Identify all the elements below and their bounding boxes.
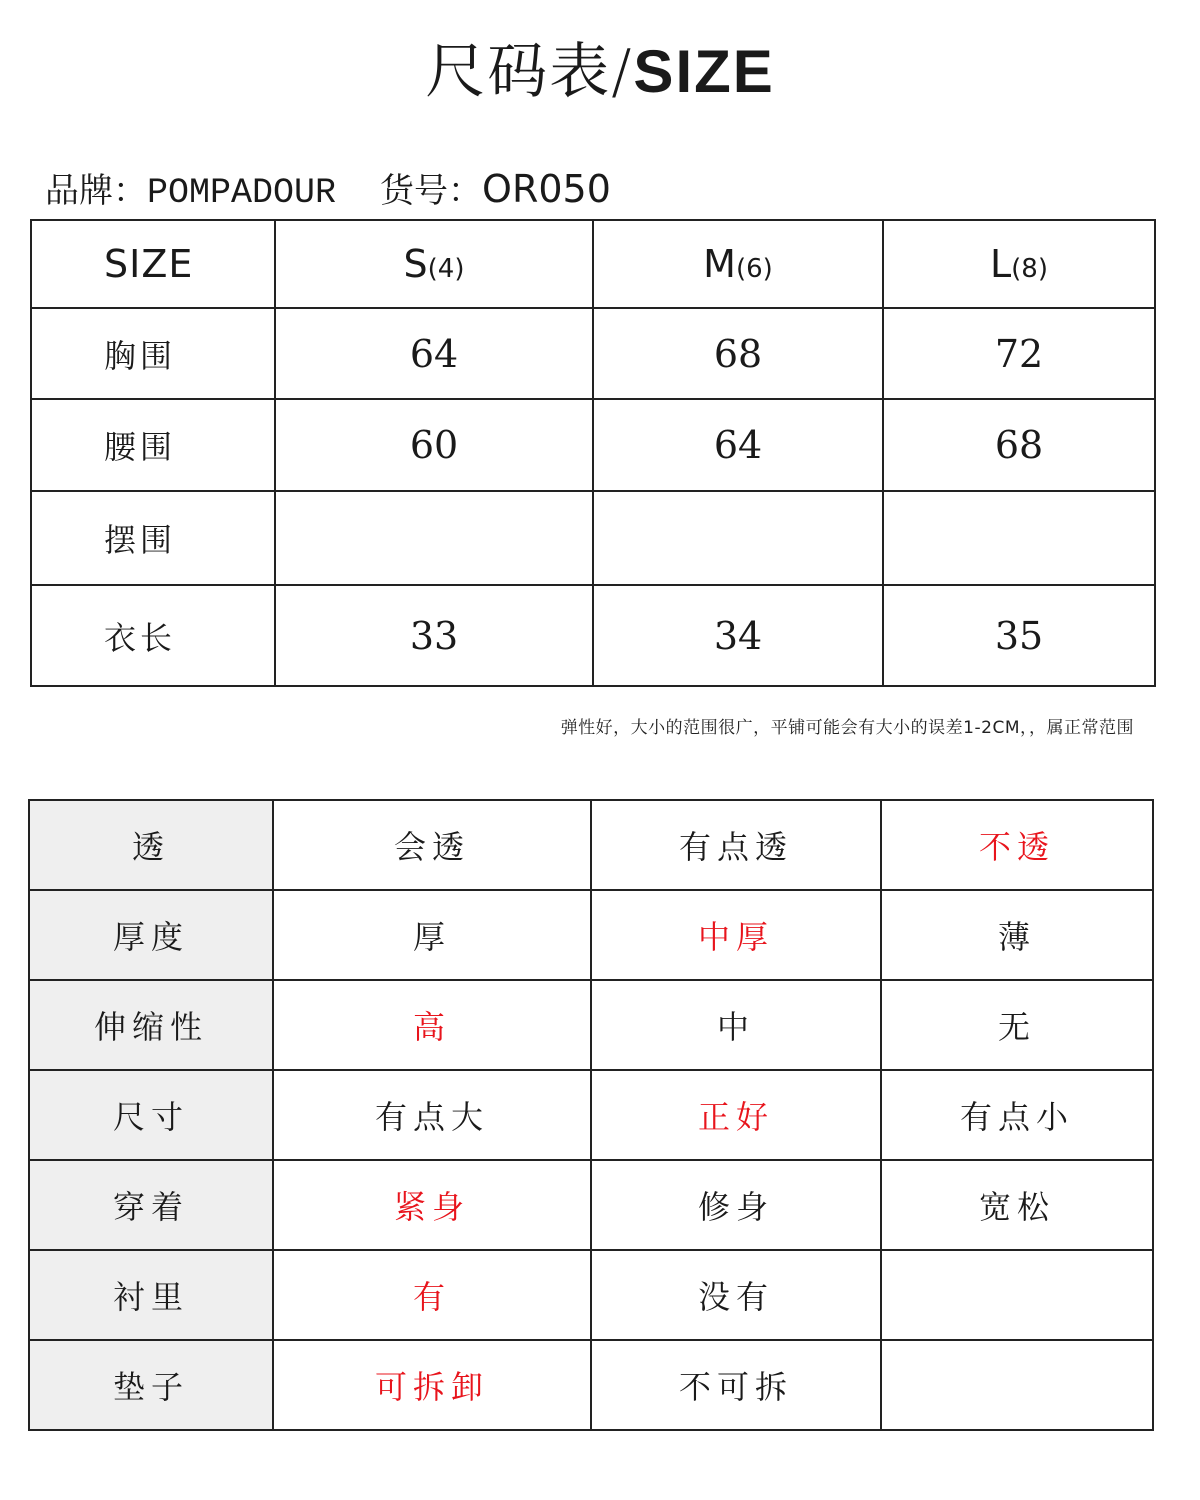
size-value	[593, 491, 883, 585]
property-option: 宽松	[881, 1160, 1153, 1250]
size-header-row	[31, 220, 1155, 308]
size-value: 68	[593, 308, 883, 399]
property-option: 薄	[881, 890, 1153, 980]
size-row-hem	[31, 491, 1155, 585]
property-label: 衬里	[29, 1250, 273, 1340]
code-label: 货号：	[380, 171, 483, 211]
property-option-selected: 正好	[591, 1070, 881, 1160]
size-value: 64	[593, 399, 883, 491]
property-option-selected: 中厚	[591, 890, 881, 980]
property-option: 不可拆	[591, 1340, 881, 1430]
product-info	[45, 163, 611, 213]
property-option: 厚	[273, 890, 591, 980]
size-table	[30, 219, 1156, 687]
property-option: 有点透	[591, 800, 881, 890]
property-table	[28, 799, 1154, 1431]
size-row-waist	[31, 399, 1155, 491]
size-name: M	[703, 242, 736, 286]
page-title	[0, 32, 1200, 112]
property-label: 垫子	[29, 1340, 273, 1430]
property-option: 有点小	[881, 1070, 1153, 1160]
size-sub: (4)	[427, 254, 465, 284]
size-value: 64	[275, 308, 593, 399]
size-header-m	[593, 220, 883, 308]
size-value: 60	[275, 399, 593, 491]
code-value: OR050	[482, 167, 611, 211]
size-sub: (6)	[735, 254, 773, 284]
property-option-selected: 高	[273, 980, 591, 1070]
size-value: 72	[883, 308, 1155, 399]
property-row-wear-style	[29, 1160, 1153, 1250]
property-label: 尺寸	[29, 1070, 273, 1160]
size-name: S	[403, 242, 428, 286]
property-option: 修身	[591, 1160, 881, 1250]
size-sub: (8)	[1011, 254, 1048, 284]
property-option-selected: 紧身	[273, 1160, 591, 1250]
property-option-selected: 可拆卸	[273, 1340, 591, 1430]
property-option-selected: 有	[273, 1250, 591, 1340]
property-option: 中	[591, 980, 881, 1070]
property-row-transparency	[29, 800, 1153, 890]
size-name: L	[989, 242, 1012, 286]
property-label: 穿着	[29, 1160, 273, 1250]
size-row-chest	[31, 308, 1155, 399]
property-row-thickness	[29, 890, 1153, 980]
measurement-note: 弹性好，大小的范围很广，平铺可能会有大小的误差1-2CM，，属正常范围	[560, 718, 1134, 738]
size-header-label: SIZE	[31, 220, 275, 308]
row-label: 胸围	[31, 308, 275, 399]
size-value	[883, 491, 1155, 585]
property-row-lining	[29, 1250, 1153, 1340]
row-label: 摆围	[31, 491, 275, 585]
size-row-length	[31, 585, 1155, 686]
property-option: 没有	[591, 1250, 881, 1340]
property-row-stretch	[29, 980, 1153, 1070]
property-label: 伸缩性	[29, 980, 273, 1070]
property-label: 透	[29, 800, 273, 890]
title-cn: 尺码表/	[425, 37, 634, 107]
size-value: 68	[883, 399, 1155, 491]
property-option-selected: 不透	[881, 800, 1153, 890]
size-value	[275, 491, 593, 585]
brand-value: POMPADOUR	[147, 173, 337, 213]
brand-label: 品牌：	[45, 171, 147, 211]
property-row-fit-size	[29, 1070, 1153, 1160]
size-value: 33	[275, 585, 593, 686]
row-label: 衣长	[31, 585, 275, 686]
size-value: 34	[593, 585, 883, 686]
size-value: 35	[883, 585, 1155, 686]
title-en: SIZE	[633, 38, 775, 105]
property-option: 有点大	[273, 1070, 591, 1160]
property-option: 无	[881, 980, 1153, 1070]
size-header-s	[275, 220, 593, 308]
property-label: 厚度	[29, 890, 273, 980]
row-label: 腰围	[31, 399, 275, 491]
property-row-padding	[29, 1340, 1153, 1430]
size-header-l	[883, 220, 1155, 308]
property-option: 会透	[273, 800, 591, 890]
property-option	[881, 1250, 1153, 1340]
property-option	[881, 1340, 1153, 1430]
